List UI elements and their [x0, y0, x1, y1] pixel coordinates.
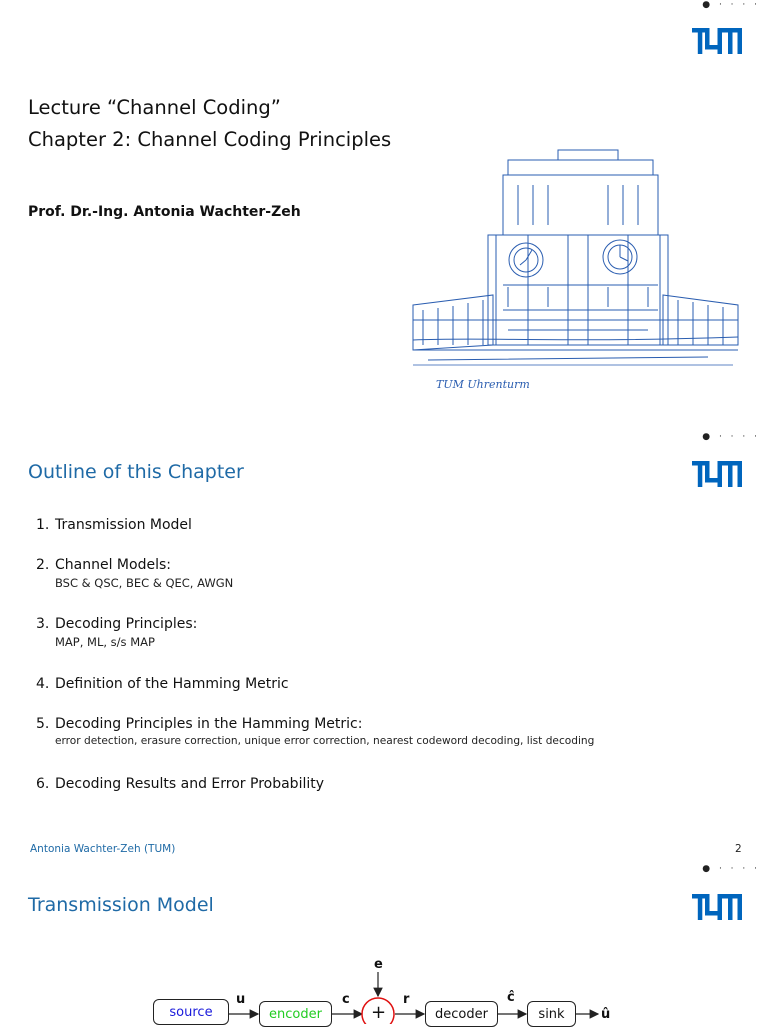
decoder-block: decoder [425, 1001, 498, 1027]
outline-item-sub: MAP, ML, s/s MAP [55, 635, 155, 649]
signal-c: c [342, 992, 350, 1007]
encoder-block: encoder [259, 1001, 332, 1027]
outline-item-sub: BSC & QSC, BEC & QEC, AWGN [55, 576, 234, 590]
outline-item-sub: error detection, erasure correction, unique error correction, nearest codeword decoding, list decoding [55, 735, 595, 747]
transmission-model-heading: Transmission Model [28, 894, 214, 916]
signal-c-hat: ĉ [507, 990, 515, 1005]
footer-author: Antonia Wachter-Zeh (TUM) [30, 843, 176, 855]
signal-e: e [374, 957, 383, 972]
sink-block: sink [527, 1001, 576, 1027]
signal-u-hat: û [601, 1007, 611, 1022]
transmission-diagram [0, 950, 768, 1024]
lecture-title: Lecture “Channel Coding” [28, 96, 281, 119]
tum-logo-icon [692, 461, 742, 487]
author-name: Prof. Dr.-Ing. Antonia Wachter-Zeh [28, 204, 301, 220]
signal-r: r [403, 992, 410, 1007]
outline-item-label: Channel Models: [55, 557, 171, 573]
outline-item-label: Decoding Principles: [55, 616, 198, 632]
outline-item: 4. Definition of the Hamming Metric [36, 676, 289, 692]
adder-symbol: + [371, 1002, 387, 1023]
tum-logo-icon [692, 894, 742, 920]
outline-item-label: Decoding Principles in the Hamming Metric: [55, 716, 363, 732]
clock-tower-sketch [408, 145, 743, 400]
outline-item-label: Decoding Results and Error Probability [55, 776, 325, 792]
outline-item: 3. Decoding Principles: MAP, ML, s/s MAP [36, 616, 198, 649]
tum-logo-icon [692, 28, 742, 54]
outline-item: 6. Decoding Results and Error Probability [36, 776, 325, 792]
signal-u: u [236, 992, 246, 1007]
outline-heading: Outline of this Chapter [28, 461, 244, 483]
outline-item: 1. Transmission Model [36, 517, 192, 533]
sketch-caption: TUM Uhrenturm [436, 378, 530, 391]
outline-item-label: Transmission Model [55, 517, 192, 533]
outline-item-label: Definition of the Hamming Metric [55, 676, 289, 692]
source-block: source [153, 999, 229, 1025]
navigation-dots-icon: ● · · · · [702, 432, 760, 442]
chapter-title: Chapter 2: Channel Coding Principles [28, 128, 392, 151]
outline-item: 5. Decoding Principles in the Hamming Metric: error detection, erasure correction, unique error correction, nearest codeword decoding, list decoding [36, 716, 595, 747]
outline-item: 2. Channel Models: BSC & QSC, BEC & QEC, AWGN [36, 557, 234, 590]
navigation-dots-icon: ● · · · · [702, 864, 760, 874]
navigation-dots-icon: ● · · · · [702, 0, 760, 10]
page-number: 2 [735, 843, 742, 855]
title-slide [0, 0, 768, 415]
